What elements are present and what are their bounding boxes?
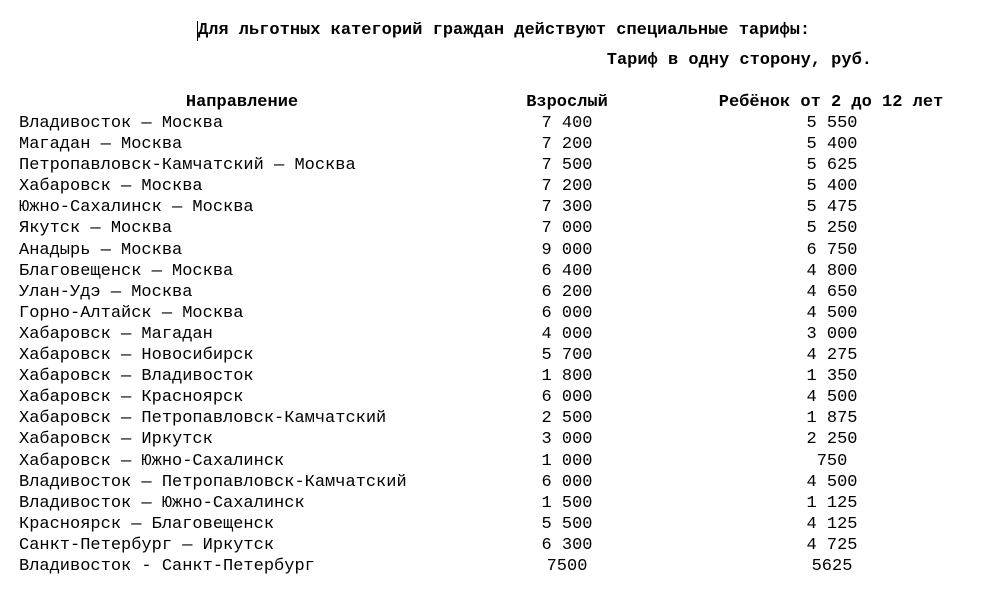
cell-child-fare: 6 750 [806,240,858,260]
cell-child-fare: 5 475 [806,198,858,218]
cell-adult-fare: 4 000 [541,324,593,344]
cell-adult-fare: 6 200 [541,282,593,302]
table-row [0,303,990,324]
table-row [0,113,990,134]
cell-direction: Хабаровск — Южно-Сахалинск [19,451,285,471]
cell-child-fare: 5 400 [806,135,858,155]
cell-child-fare: 1 125 [806,493,858,513]
cell-child-fare: 4 500 [806,472,858,492]
cell-direction: Санкт-Петербург — Иркутск [19,535,275,555]
table-row [0,261,990,282]
cell-adult-fare: 5 500 [541,514,593,534]
table-row [0,493,990,514]
cell-child-fare: 4 650 [806,282,858,302]
cell-direction: Хабаровск — Петропавловск-Камчатский [19,409,387,429]
cell-direction: Хабаровск — Новосибирск [19,346,254,366]
cell-child-fare: 5 400 [806,177,858,197]
cell-direction: Якутск — Москва [19,219,173,239]
table-row [0,408,990,429]
cell-adult-fare: 7500 [546,556,588,576]
table-row [0,556,990,577]
cell-direction: Анадырь — Москва [19,240,183,260]
cell-adult-fare: 2 500 [541,409,593,429]
cell-child-fare: 4 275 [806,346,858,366]
cell-adult-fare: 1 500 [541,493,593,513]
cell-child-fare: 5 550 [806,114,858,133]
cell-direction: Хабаровск — Москва [19,177,203,197]
table-row [0,134,990,155]
cell-child-fare: 5 625 [806,156,858,176]
table-row [0,366,990,387]
cell-adult-fare: 7 000 [541,219,593,239]
table-row [0,324,990,345]
cell-direction: Благовещенск — Москва [19,261,234,281]
column-header-direction: Направление [185,93,299,112]
cell-adult-fare: 7 300 [541,198,593,218]
cell-direction: Хабаровск — Иркутск [19,430,213,450]
table-row [0,535,990,556]
cell-direction: Владивосток - Санкт-Петербург [19,556,315,576]
cell-adult-fare: 1 800 [541,367,593,387]
table-row [0,429,990,450]
cell-child-fare: 5625 [811,556,853,576]
cell-child-fare: 4 500 [806,303,858,323]
cell-direction: Горно-Алтайск — Москва [19,303,244,323]
column-header-adult: Взрослый [526,93,608,112]
cell-direction: Хабаровск — Владивосток [19,367,254,387]
cell-child-fare: 4 125 [806,514,858,534]
cell-adult-fare: 5 700 [541,346,593,366]
cell-child-fare: 1 875 [806,409,858,429]
cell-child-fare: 750 [816,451,848,471]
table-row [0,240,990,261]
cell-child-fare: 4 800 [806,261,858,281]
table-row [0,197,990,218]
table-row [0,514,990,535]
cell-direction: Владивосток — Южно-Сахалинск [19,493,305,513]
cell-child-fare: 4 500 [806,388,858,408]
table-row [0,387,990,408]
cell-adult-fare: 7 400 [541,114,593,133]
cell-direction: Красноярск — Благовещенск [19,514,275,534]
cell-adult-fare: 7 200 [541,135,593,155]
table-row [0,345,990,366]
column-header-child: Ребёнок от 2 до 12 лет [718,93,944,112]
cell-child-fare: 1 350 [806,367,858,387]
cell-adult-fare: 6 000 [541,388,593,408]
cell-direction: Владивосток — Петропавловск-Камчатский [19,472,407,492]
cell-direction: Южно-Сахалинск — Москва [19,198,254,218]
cell-child-fare: 3 000 [806,324,858,344]
cell-adult-fare: 1 000 [541,451,593,471]
cell-direction: Хабаровск — Красноярск [19,388,244,408]
table-row [0,451,990,472]
table-header [0,92,990,113]
cell-child-fare: 5 250 [806,219,858,239]
cell-direction: Хабаровск — Магадан [19,324,213,344]
cell-adult-fare: 7 500 [541,156,593,176]
cell-child-fare: 4 725 [806,535,858,555]
table-row [0,155,990,176]
cell-direction: Петропавловск-Камчатский — Москва [19,156,356,176]
cell-adult-fare: 7 200 [541,177,593,197]
cell-adult-fare: 6 300 [541,535,593,555]
tariff-table [0,113,990,577]
table-row [0,472,990,493]
cell-child-fare: 2 250 [806,430,858,450]
cell-direction: Владивосток — Москва [19,114,224,133]
cell-direction: Улан-Удэ — Москва [19,282,193,302]
cell-adult-fare: 9 000 [541,240,593,260]
cell-adult-fare: 6 000 [541,303,593,323]
table-row [0,218,990,239]
tariff-subheading: Тариф в одну сторону, руб. [606,51,872,70]
cell-adult-fare: 6 400 [541,261,593,281]
table-row [0,282,990,303]
table-row [0,176,990,197]
cell-adult-fare: 6 000 [541,472,593,492]
cell-direction: Магадан — Москва [19,135,183,155]
document-heading: Для льготных категорий граждан действуют специальные тарифы: [198,21,811,40]
cell-adult-fare: 3 000 [541,430,593,450]
